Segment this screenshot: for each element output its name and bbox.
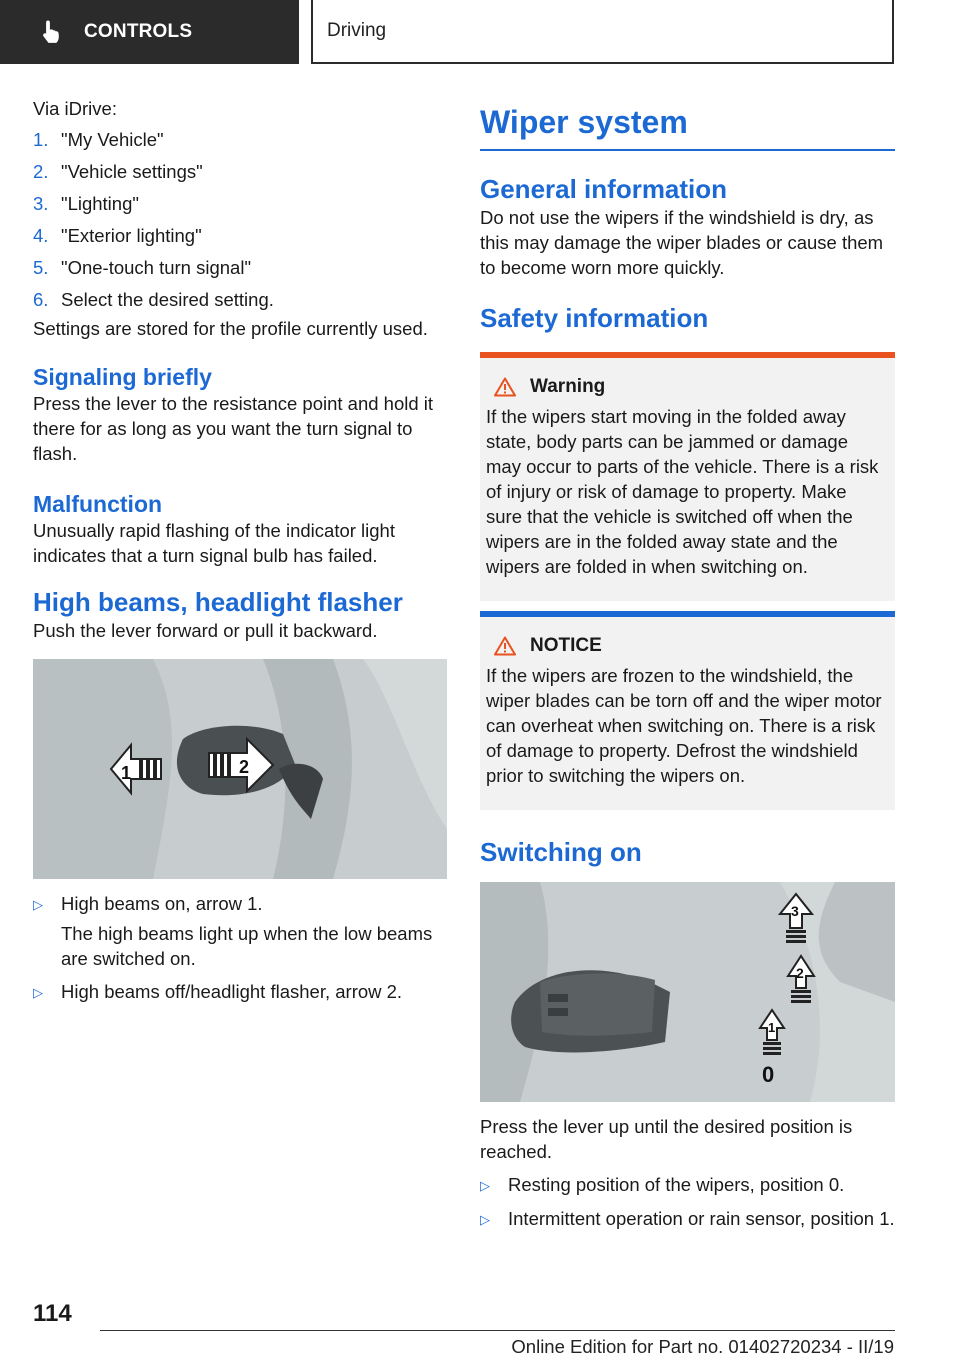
switching-heading: Switching on xyxy=(480,837,642,867)
step-text: "Exterior lighting" xyxy=(61,225,202,246)
item-text: Intermittent operation or rain sensor, position 1. xyxy=(508,1208,895,1229)
notice-text: If the wipers are frozen to the windshield, the wiper blades can be torn off and the wiper motor can overheat when switching on. There is a risk of damage to property. Defrost the windshield prior to switching the wipers on. xyxy=(486,665,882,786)
safety-heading: Safety information xyxy=(480,303,709,333)
warning-title: Warning xyxy=(530,376,606,397)
general-heading: General information xyxy=(480,174,728,204)
step-text: "My Vehicle" xyxy=(61,129,164,150)
signaling-text: Press the lever to the resistance point and hold it there for as long as you want the turn signal to flash. xyxy=(33,393,434,464)
position-label-3: 3 xyxy=(791,903,799,919)
warning-triangle-icon xyxy=(494,377,516,397)
highbeam-list-2 xyxy=(33,979,447,1005)
section-label: CONTROLS xyxy=(84,21,193,42)
step-number: 6. xyxy=(33,289,49,310)
triangle-bullet-icon: ▷ xyxy=(33,897,43,912)
switching-list xyxy=(480,1172,895,1232)
heading-rule xyxy=(480,149,895,151)
warning-title-row xyxy=(486,376,887,398)
chapter-tab-driving[interactable] xyxy=(311,0,894,64)
item-text: High beams on, arrow 1. xyxy=(61,893,263,914)
page-footer xyxy=(0,1300,960,1362)
triangle-bullet-icon: ▷ xyxy=(33,985,43,1000)
list-item xyxy=(33,287,447,312)
position-label-2: 2 xyxy=(796,965,804,981)
highbeam-heading: High beams, headlight flasher xyxy=(33,587,403,617)
signaling-heading: Signaling briefly xyxy=(33,364,212,390)
list-item xyxy=(33,127,447,152)
warning-box xyxy=(480,352,895,601)
wiper-lever-figure xyxy=(480,882,895,1102)
list-item xyxy=(33,255,447,280)
list-item xyxy=(33,891,447,917)
list-item xyxy=(33,223,447,248)
notice-box xyxy=(480,611,895,810)
step-number: 1. xyxy=(33,129,49,150)
highbeam-list xyxy=(33,891,447,917)
step-number: 4. xyxy=(33,225,49,246)
step-number: 2. xyxy=(33,161,49,182)
step-text: Select the desired setting. xyxy=(61,289,274,310)
warning-text: If the wipers start moving in the folded away state, body parts can be jammed or damage may occur to parts of the vehicle. There is a risk of injury or risk of damage to property. Make sure that the vehicle is switched off when the wipers are in the folded away state and the wipers are folded in when switching on. xyxy=(486,406,879,577)
page-header xyxy=(0,0,960,66)
list-item xyxy=(33,159,447,184)
right-column xyxy=(480,102,895,1240)
section-tab-controls[interactable] xyxy=(0,0,299,64)
item-text: Resting position of the wipers, position 0. xyxy=(508,1174,845,1195)
edition-text: Online Edition for Part no. 01402720234 - II/19 xyxy=(511,1336,894,1357)
wiper-lever-illustration xyxy=(480,882,895,1102)
list-item xyxy=(480,1172,895,1198)
idrive-steps-list xyxy=(33,127,447,312)
arrow-label-1: 1 xyxy=(121,763,132,783)
lever-illustration xyxy=(33,659,447,879)
footer-rule xyxy=(100,1330,895,1331)
list-item xyxy=(33,191,447,216)
step-text: "Lighting" xyxy=(61,193,139,214)
item-text: High beams off/headlight flasher, arrow 2. xyxy=(61,981,403,1002)
notice-title: NOTICE xyxy=(530,635,602,656)
notice-title-row xyxy=(486,635,887,657)
position-label-1: 1 xyxy=(768,1020,776,1035)
idrive-intro: Via iDrive: xyxy=(33,98,117,119)
step-text: "Vehicle settings" xyxy=(61,161,203,182)
general-text: Do not use the wipers if the windshield is dry, as this may damage the wiper blades or cause them to become worn more quickly. xyxy=(480,207,884,278)
highbeam-lever-figure xyxy=(33,659,447,879)
position-label-0: 0 xyxy=(762,1062,775,1087)
malfunction-text: Unusually rapid flashing of the indicator light indicates that a turn signal bulb has failed. xyxy=(33,520,395,566)
highbeam-sub-text: The high beams light up when the low beams are switched on. xyxy=(61,923,433,969)
malfunction-heading: Malfunction xyxy=(33,491,163,517)
hand-pointer-icon xyxy=(40,19,64,45)
step-number: 3. xyxy=(33,193,49,214)
triangle-bullet-icon: ▷ xyxy=(480,1178,490,1193)
arrow-label-2: 2 xyxy=(239,757,250,777)
left-column xyxy=(33,96,447,1013)
triangle-bullet-icon: ▷ xyxy=(480,1212,490,1227)
list-item xyxy=(33,979,447,1005)
page-number: 114 xyxy=(33,1300,72,1327)
settings-note: Settings are stored for the profile currently used. xyxy=(33,318,428,339)
wiper-heading: Wiper system xyxy=(480,104,688,140)
switching-text: Press the lever up until the desired position is reached. xyxy=(480,1116,853,1162)
chapter-label: Driving xyxy=(327,20,387,41)
notice-triangle-icon xyxy=(494,636,516,656)
highbeam-text: Push the lever forward or pull it backward. xyxy=(33,620,378,641)
list-item xyxy=(480,1206,895,1232)
step-text: "One-touch turn signal" xyxy=(61,257,252,278)
step-number: 5. xyxy=(33,257,49,278)
